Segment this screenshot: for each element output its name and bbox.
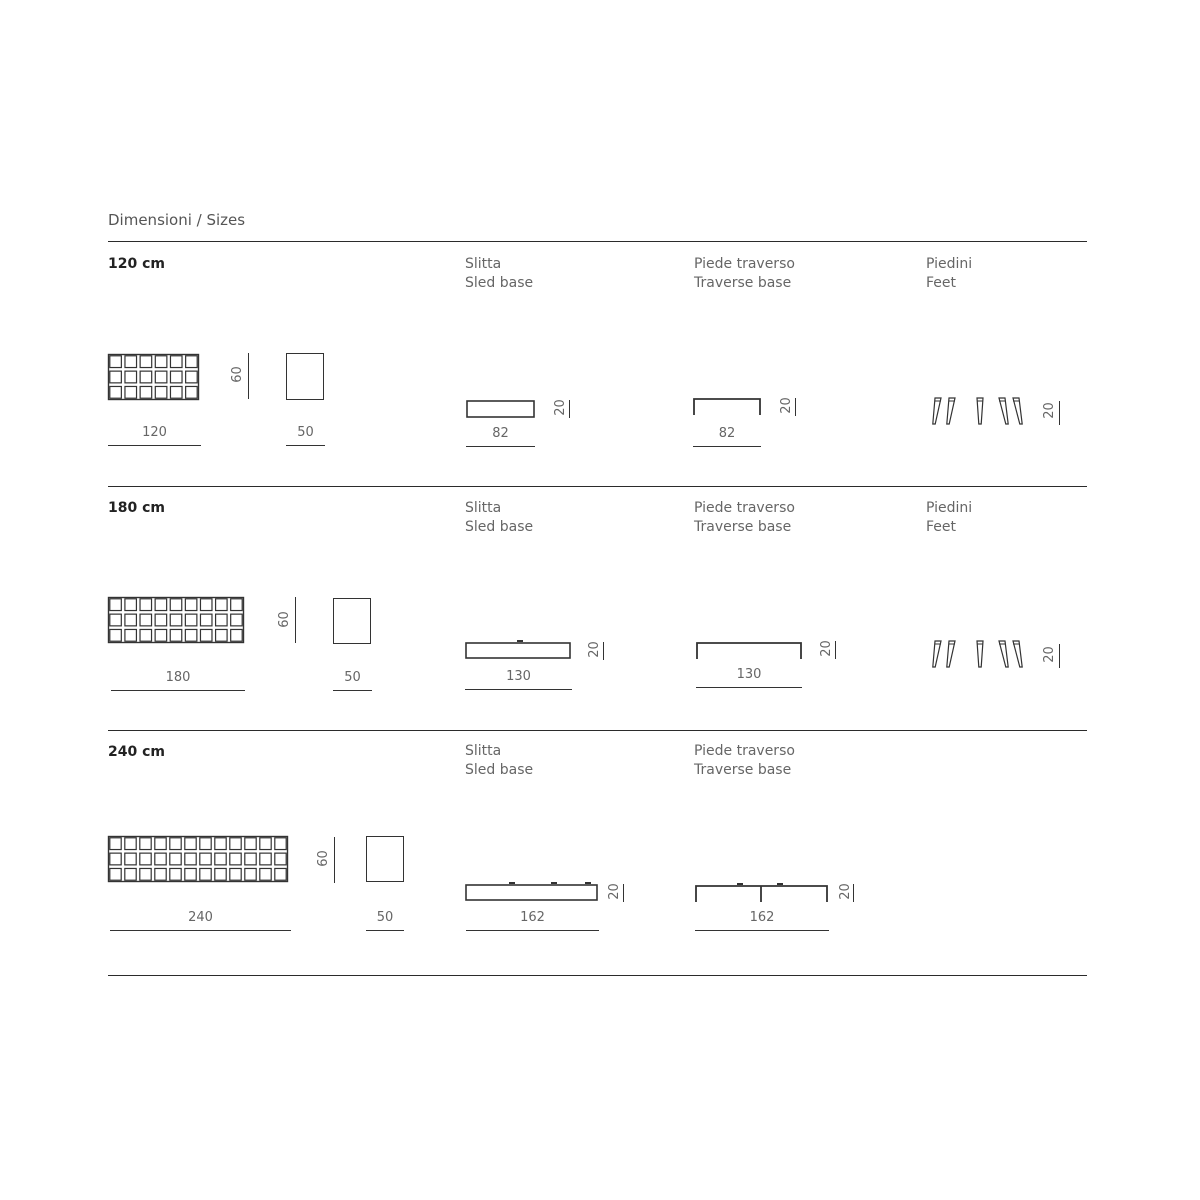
shelf-cell xyxy=(200,599,212,611)
section-title: 240 cm xyxy=(108,744,165,760)
shelf-cell xyxy=(125,838,136,850)
sled-label-en: Sled base xyxy=(465,762,534,778)
shelf-cell xyxy=(170,599,182,611)
shelf-cell xyxy=(186,386,198,398)
traverse-height-line xyxy=(795,398,796,416)
shelf-cell xyxy=(140,356,152,368)
shelf-cell xyxy=(231,614,243,626)
depth-dimension: 50 xyxy=(333,671,372,691)
sled-label-en: Sled base xyxy=(465,519,534,535)
shelf-cell xyxy=(216,599,228,611)
sled-label-en: Sled base xyxy=(465,275,534,291)
shelf-cell xyxy=(125,599,137,611)
sled-base-drawing xyxy=(466,399,536,419)
shelf-cell xyxy=(110,838,121,850)
shelf-cell xyxy=(200,614,212,626)
shelf-cell xyxy=(155,356,167,368)
shelf-cell xyxy=(140,853,151,865)
traverse-base-drawing xyxy=(695,882,831,904)
depth-dimension: 50 xyxy=(366,911,404,931)
traverse-base-drawing xyxy=(696,641,804,661)
bookcase-side-drawing xyxy=(286,353,324,400)
shelf-cell xyxy=(125,853,136,865)
traverse-label-en: Traverse base xyxy=(694,275,792,291)
traverse-label-it: Piede traverso xyxy=(694,500,795,516)
sled-label-it: Slitta xyxy=(465,743,502,759)
shelf-cell xyxy=(245,853,256,865)
traverse-width-dimension: 130 xyxy=(696,668,802,688)
sled-height-line xyxy=(623,884,624,902)
foot-leg xyxy=(933,398,941,424)
shelf-cell xyxy=(185,853,196,865)
feet-caption xyxy=(926,499,972,537)
feet-caption xyxy=(926,255,972,293)
shelf-cell xyxy=(230,853,241,865)
shelf-cell xyxy=(125,386,137,398)
divider xyxy=(108,241,1087,242)
sled-base-caption xyxy=(465,255,533,293)
traverse-label-it: Piede traverso xyxy=(694,743,795,759)
shelf-cell xyxy=(155,386,167,398)
shelf-cell xyxy=(275,853,286,865)
section-title: 120 cm xyxy=(108,256,165,272)
shelf-cell xyxy=(140,371,152,383)
feet-height-line xyxy=(1059,644,1060,668)
shelf-cell xyxy=(185,614,197,626)
foot-leg xyxy=(999,398,1008,424)
height-dimension-line xyxy=(334,837,335,883)
traverse-base-caption xyxy=(694,499,795,537)
height-dimension-line xyxy=(248,353,249,399)
bookcase-side-drawing xyxy=(333,598,371,644)
divider xyxy=(108,730,1087,731)
width-dimension: 240 xyxy=(110,911,291,931)
shelf-cell xyxy=(170,629,182,641)
bookcase-side-drawing xyxy=(366,836,404,882)
sled-width-dimension: 82 xyxy=(466,427,535,447)
foot-leg xyxy=(947,398,955,424)
feet-height-line xyxy=(1059,401,1060,425)
shelf-cell xyxy=(170,371,182,383)
shelf-cell xyxy=(125,629,137,641)
shelf-cell xyxy=(140,868,151,880)
width-dimension: 180 xyxy=(111,671,245,691)
shelf-cell xyxy=(215,853,226,865)
shelf-cell xyxy=(155,599,167,611)
shelf-cell xyxy=(110,386,122,398)
sled-base-drawing xyxy=(465,638,573,662)
traverse-height-dimension: 20 xyxy=(818,640,834,657)
feet-label-en: Feet xyxy=(926,275,957,291)
foot-leg xyxy=(977,398,983,424)
shelf-cell xyxy=(186,371,198,383)
shelf-cell xyxy=(125,356,137,368)
traverse-label-en: Traverse base xyxy=(694,762,792,778)
traverse-base-drawing xyxy=(693,398,763,418)
shelf-cell xyxy=(110,868,121,880)
shelf-cell xyxy=(200,853,211,865)
foot-leg xyxy=(977,641,983,667)
feet-label-en: Feet xyxy=(926,519,957,535)
traverse-width-dimension: 82 xyxy=(693,427,761,447)
shelf-cell xyxy=(170,853,181,865)
shelf-cell xyxy=(275,838,286,850)
shelf-cell xyxy=(185,838,196,850)
shelf-cell xyxy=(170,386,182,398)
sled-height-line xyxy=(569,400,570,418)
traverse-base-caption xyxy=(694,255,795,293)
feet-height-dimension: 20 xyxy=(1041,402,1057,419)
sled-width-dimension: 162 xyxy=(466,911,599,931)
shelf-cell xyxy=(110,614,122,626)
sled-label-it: Slitta xyxy=(465,256,502,272)
shelf-cell xyxy=(215,868,226,880)
sled-base-caption xyxy=(465,742,533,780)
shelf-cell xyxy=(170,356,182,368)
foot-leg xyxy=(933,641,941,667)
foot-leg xyxy=(1013,398,1022,424)
sled-label-it: Slitta xyxy=(465,500,502,516)
shelf-cell xyxy=(200,868,211,880)
foot-leg xyxy=(1013,641,1022,667)
height-dimension: 60 xyxy=(229,366,245,383)
shelf-cell xyxy=(125,614,137,626)
shelf-cell xyxy=(110,599,122,611)
traverse-width-dimension: 162 xyxy=(695,911,829,931)
shelf-cell xyxy=(215,838,226,850)
shelf-cell xyxy=(155,614,167,626)
shelf-cell xyxy=(155,853,166,865)
shelf-cell xyxy=(200,838,211,850)
traverse-base-caption xyxy=(694,742,795,780)
traverse-height-line xyxy=(853,884,854,902)
traverse-label-it: Piede traverso xyxy=(694,256,795,272)
feet-label-it: Piedini xyxy=(926,500,973,516)
sled-height-dimension: 20 xyxy=(552,399,568,416)
width-dimension: 120 xyxy=(108,426,201,446)
divider xyxy=(108,975,1087,976)
shelf-cell xyxy=(140,838,151,850)
shelf-cell xyxy=(110,356,122,368)
shelf-cell xyxy=(186,356,198,368)
shelf-cell xyxy=(155,868,166,880)
shelf-cell xyxy=(155,629,167,641)
depth-dimension: 50 xyxy=(286,426,325,446)
shelf-cell xyxy=(155,371,167,383)
sled-height-dimension: 20 xyxy=(606,883,622,900)
feet-drawing xyxy=(930,639,1030,671)
shelf-cell xyxy=(140,386,152,398)
bookcase-front-drawing xyxy=(108,354,199,400)
traverse-height-dimension: 20 xyxy=(837,883,853,900)
shelf-cell xyxy=(155,838,166,850)
shelf-cell xyxy=(110,629,122,641)
shelf-cell xyxy=(231,599,243,611)
shelf-cell xyxy=(216,629,228,641)
shelf-cell xyxy=(140,614,152,626)
sled-height-line xyxy=(603,642,604,660)
section-title: 180 cm xyxy=(108,500,165,516)
shelf-cell xyxy=(230,838,241,850)
sled-base-caption xyxy=(465,499,533,537)
shelf-cell xyxy=(170,838,181,850)
feet-label-it: Piedini xyxy=(926,256,973,272)
page-title: Dimensioni / Sizes xyxy=(108,211,246,229)
shelf-cell xyxy=(275,868,286,880)
traverse-height-dimension: 20 xyxy=(778,397,794,414)
shelf-cell xyxy=(245,838,256,850)
shelf-cell xyxy=(185,868,196,880)
shelf-cell xyxy=(185,629,197,641)
feet-height-dimension: 20 xyxy=(1041,646,1057,663)
feet-drawing xyxy=(930,396,1030,428)
traverse-label-en: Traverse base xyxy=(694,519,792,535)
shelf-cell xyxy=(170,614,182,626)
shelf-cell xyxy=(170,868,181,880)
shelf-cell xyxy=(260,853,271,865)
height-dimension-line xyxy=(295,597,296,643)
shelf-cell xyxy=(185,599,197,611)
traverse-height-line xyxy=(835,641,836,659)
bookcase-front-drawing xyxy=(108,597,244,643)
height-dimension: 60 xyxy=(276,611,292,628)
shelf-cell xyxy=(230,868,241,880)
shelf-cell xyxy=(245,868,256,880)
shelf-cell xyxy=(125,371,137,383)
height-dimension: 60 xyxy=(315,850,331,867)
shelf-cell xyxy=(216,614,228,626)
sled-base-drawing xyxy=(465,880,601,904)
shelf-cell xyxy=(260,868,271,880)
sled-width-dimension: 130 xyxy=(465,670,572,690)
shelf-cell xyxy=(200,629,212,641)
shelf-cell xyxy=(140,629,152,641)
foot-leg xyxy=(947,641,955,667)
shelf-cell xyxy=(260,838,271,850)
shelf-cell xyxy=(110,853,121,865)
shelf-cell xyxy=(110,371,122,383)
bookcase-front-drawing xyxy=(108,836,288,882)
divider xyxy=(108,486,1087,487)
sled-height-dimension: 20 xyxy=(586,641,602,658)
shelf-cell xyxy=(140,599,152,611)
shelf-cell xyxy=(125,868,136,880)
foot-leg xyxy=(999,641,1008,667)
shelf-cell xyxy=(231,629,243,641)
